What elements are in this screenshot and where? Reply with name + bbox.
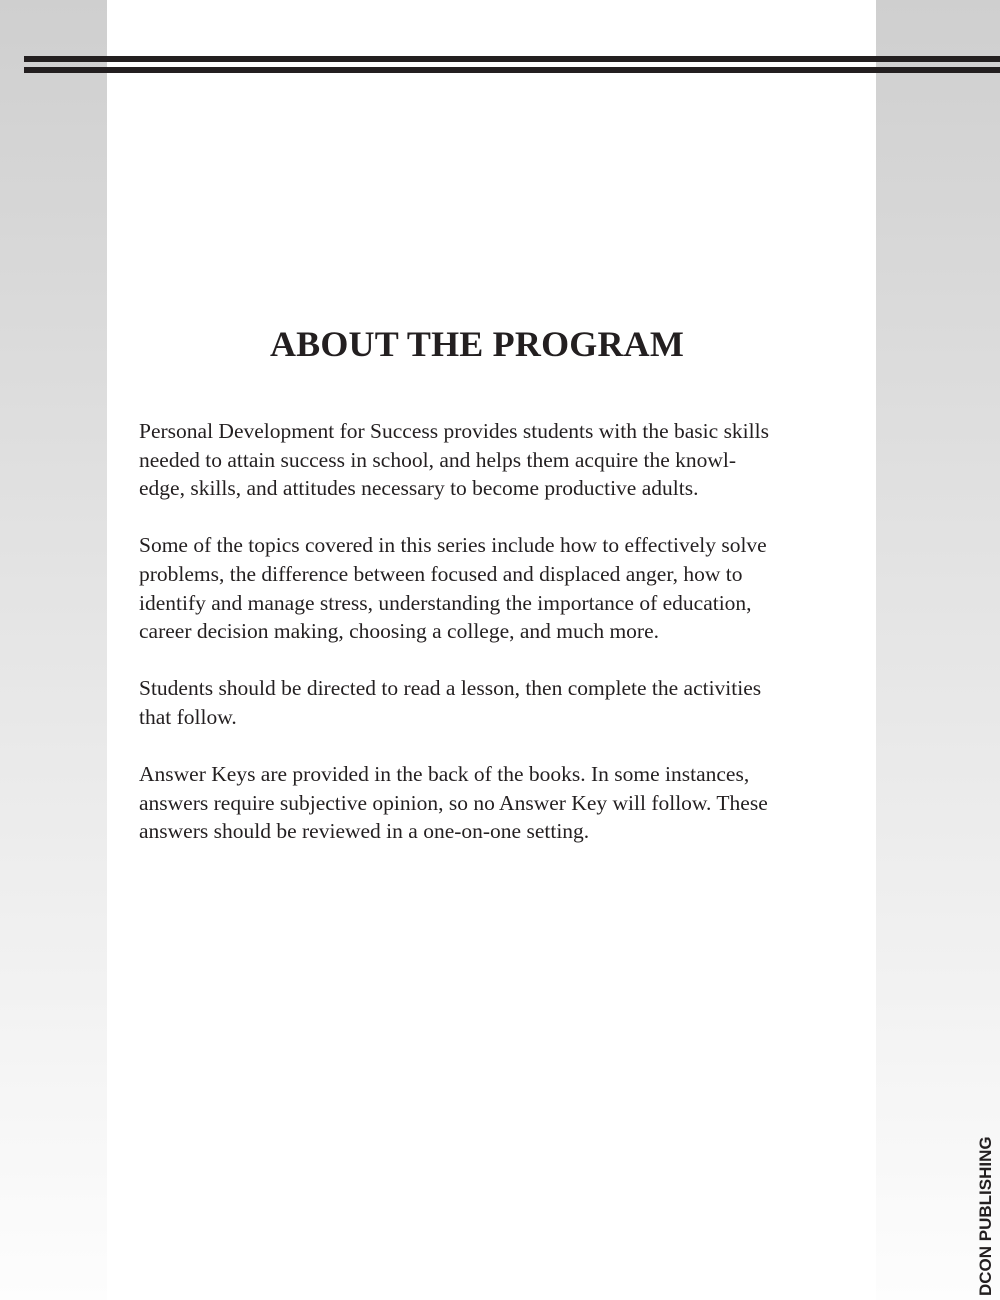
text-line: identify and manage stress, understanding the importance of education, xyxy=(139,590,752,615)
text-line: problems, the difference between focused and displaced anger, how to xyxy=(139,561,743,586)
text-line: answers should be reviewed in a one-on-one setting. xyxy=(139,819,590,844)
text-line: Answer Keys are provided in the back of the books. In some instances, xyxy=(139,762,750,787)
text-line: that follow. xyxy=(139,704,237,729)
header-rule-bottom xyxy=(24,67,1000,73)
body-text xyxy=(139,417,849,875)
header-rule-top xyxy=(24,56,1000,62)
paragraph-intro xyxy=(139,417,849,503)
right-side-band xyxy=(876,0,1000,1300)
paragraph-answer-keys xyxy=(139,760,849,846)
left-side-band xyxy=(0,0,107,1300)
paragraph-topics xyxy=(139,531,849,645)
paragraph-directions xyxy=(139,674,849,731)
text-line: Some of the topics covered in this series include how to effectively solve xyxy=(139,533,767,558)
text-line: needed to attain success in school, and helps them acquire the knowl- xyxy=(139,447,737,472)
text-line: answers require subjective opinion, so no Answer Key will follow. These xyxy=(139,790,768,815)
page-title: ABOUT THE PROGRAM xyxy=(269,324,685,364)
text-line: edge, skills, and attitudes necessary to become productive adults. xyxy=(139,476,699,501)
text-line: Students should be directed to read a lesson, then complete the activities xyxy=(139,676,762,701)
text-line: career decision making, choosing a college, and much more. xyxy=(139,619,659,644)
publisher-label: DCON PUBLISHING xyxy=(976,1136,995,1296)
text-line: Personal Development for Success provides students with the basic skills xyxy=(139,419,769,443)
